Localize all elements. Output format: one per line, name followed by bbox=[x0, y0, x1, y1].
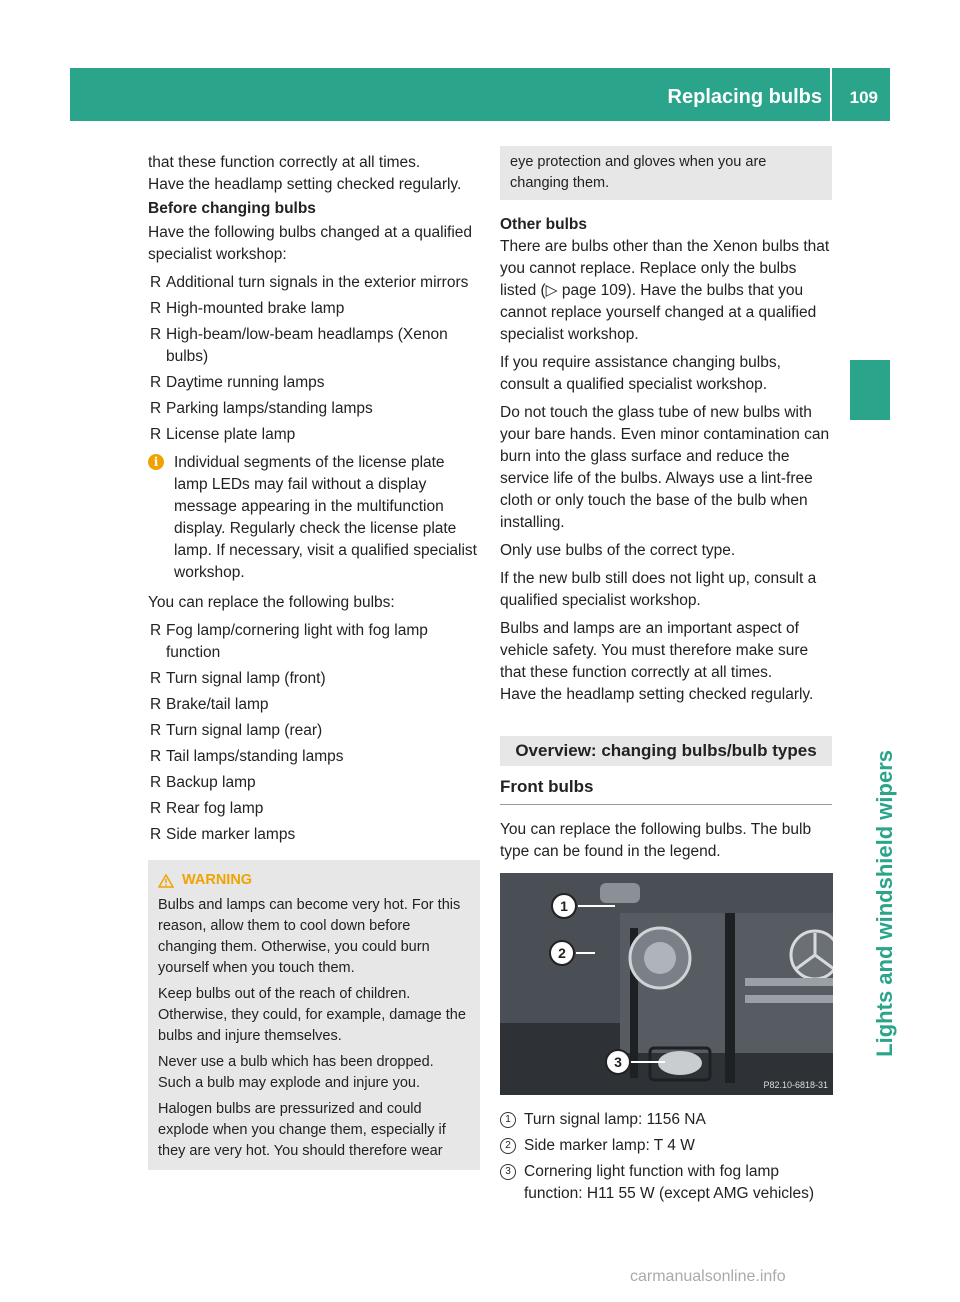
before-heading: Before changing bulbs bbox=[148, 200, 316, 217]
other-p2: If you require assistance changing bulbs, consult a qualified specialist workshop. bbox=[500, 354, 781, 393]
list-item: R Fog lamp/cornering light with fog lamp function bbox=[150, 622, 428, 661]
workshop-bulbs-list bbox=[148, 272, 480, 446]
legend-number: 3 bbox=[500, 1164, 516, 1180]
list-item: R Brake/tail lamp bbox=[150, 696, 269, 713]
list-item: R Side marker lamps bbox=[150, 826, 296, 843]
intro-line-2: Have the headlamp setting checked regularly. bbox=[148, 176, 462, 193]
header-divider bbox=[830, 68, 832, 121]
other-p4: Only use bulbs of the correct type. bbox=[500, 542, 736, 559]
replaceable-bulbs-list bbox=[148, 620, 480, 846]
page-number: 109 bbox=[849, 88, 878, 107]
warning-triangle-icon bbox=[158, 874, 174, 888]
list-item: R Turn signal lamp (front) bbox=[150, 670, 326, 687]
chapter-tab bbox=[850, 360, 890, 420]
list-item: R Tail lamps/standing lamps bbox=[150, 748, 344, 765]
other-p5: If the new bulb still does not light up, consult a qualified specialist workshop. bbox=[500, 570, 817, 609]
watermark: carmanualsonline.info bbox=[630, 1268, 786, 1285]
legend-text: Turn signal lamp: 1156 NA bbox=[524, 1111, 706, 1128]
chapter-label-text: Lights and windshield wipers bbox=[872, 750, 897, 1057]
vehicle-illustration bbox=[500, 873, 833, 1095]
list-item: R Daytime running lamps bbox=[150, 374, 325, 391]
list-item: R Rear fog lamp bbox=[150, 800, 264, 817]
left-column bbox=[148, 152, 480, 1170]
photo-code: P82.10-6818-31 bbox=[763, 1080, 828, 1090]
info-note bbox=[148, 452, 480, 584]
warning-heading bbox=[158, 870, 470, 891]
list-item: R Turn signal lamp (rear) bbox=[150, 722, 323, 739]
warning-p1: Bulbs and lamps can become very hot. For this reason, allow them to cool down before changing them. Otherwise, you could burn yourself when you touch them. bbox=[158, 897, 461, 976]
intro-line-1: that these function correctly at all times. bbox=[148, 154, 421, 171]
list-item: R Backup lamp bbox=[150, 774, 256, 791]
legend-number: 1 bbox=[500, 1112, 516, 1128]
legend-item bbox=[500, 1161, 832, 1205]
warning-p2: Keep bulbs out of the reach of children. Otherwise, they could, for example, damage the bulbs and injure themselves. bbox=[158, 986, 466, 1044]
legend-item bbox=[500, 1109, 832, 1131]
legend-item bbox=[500, 1135, 832, 1157]
right-column bbox=[500, 152, 832, 1209]
info-text: Individual segments of the license plate lamp LEDs may fail without a display message appearing in the multifunction display. Regularly check the license plate lamp. If necessary, visit a qualified specialist workshop. bbox=[174, 454, 477, 581]
front-intro: You can replace the following bulbs. The bulb type can be found in the legend. bbox=[500, 821, 812, 860]
warning-p4: Halogen bulbs are pressurized and could explode when you change them, especially if they are very hot. You should therefore wear bbox=[158, 1101, 446, 1159]
header-bar bbox=[70, 68, 890, 121]
other-p7: Have the headlamp setting checked regularly. bbox=[500, 686, 814, 703]
info-icon: i bbox=[148, 454, 164, 470]
callout-2: 2 bbox=[558, 945, 566, 961]
legend-number: 2 bbox=[500, 1138, 516, 1154]
vehicle-front-photo bbox=[500, 873, 833, 1095]
section-title: Overview: changing bulbs/bulb types bbox=[500, 736, 832, 766]
other-p3: Do not touch the glass tube of new bulbs with your bare hands. Even minor contamination can burn into the glass surface and reduce the service life of the bulbs. Always use a lint-free cloth or only touch the base of the bulb when installing. bbox=[500, 404, 830, 531]
list-item: R High-beam/low-beam headlamps (Xenon bulbs) bbox=[150, 326, 448, 365]
list-item: R License plate lamp bbox=[150, 426, 296, 443]
page-title: Replacing bulbs bbox=[667, 86, 822, 108]
legend-text: Cornering light function with fog lamp function: H11 55 W (except AMG vehicles) bbox=[524, 1163, 815, 1202]
replace-intro: You can replace the following bulbs: bbox=[148, 594, 395, 611]
front-bulbs-heading: Front bulbs bbox=[500, 776, 832, 805]
before-text: Have the following bulbs changed at a qualified specialist workshop: bbox=[148, 224, 473, 263]
legend-text: Side marker lamp: T 4 W bbox=[524, 1137, 695, 1154]
intro-text bbox=[148, 152, 480, 196]
callout-3: 3 bbox=[614, 1054, 622, 1070]
chapter-label bbox=[852, 750, 897, 1070]
other-p6: Bulbs and lamps are an important aspect of vehicle safety. You must therefore make sure that these function correctly at all times. bbox=[500, 620, 809, 681]
warning-continuation: eye protection and gloves when you are changing them. bbox=[500, 146, 832, 200]
list-item: R High-mounted brake lamp bbox=[150, 300, 345, 317]
warning-p3: Never use a bulb which has been dropped. Such a bulb may explode and injure you. bbox=[158, 1054, 434, 1091]
other-bulbs-heading: Other bulbs bbox=[500, 216, 587, 233]
callout-1: 1 bbox=[560, 898, 568, 914]
list-item: R Additional turn signals in the exterior mirrors bbox=[150, 274, 469, 291]
list-item: R Parking lamps/standing lamps bbox=[150, 400, 373, 417]
other-p1: There are bulbs other than the Xenon bulbs that you cannot replace. Replace only the bulbs listed (▷ page 109). Have the bulbs that you cannot replace yourself changed at a qualified specialist workshop. bbox=[500, 238, 830, 343]
warning-box bbox=[148, 860, 480, 1170]
warning-title: WARNING bbox=[182, 872, 253, 888]
